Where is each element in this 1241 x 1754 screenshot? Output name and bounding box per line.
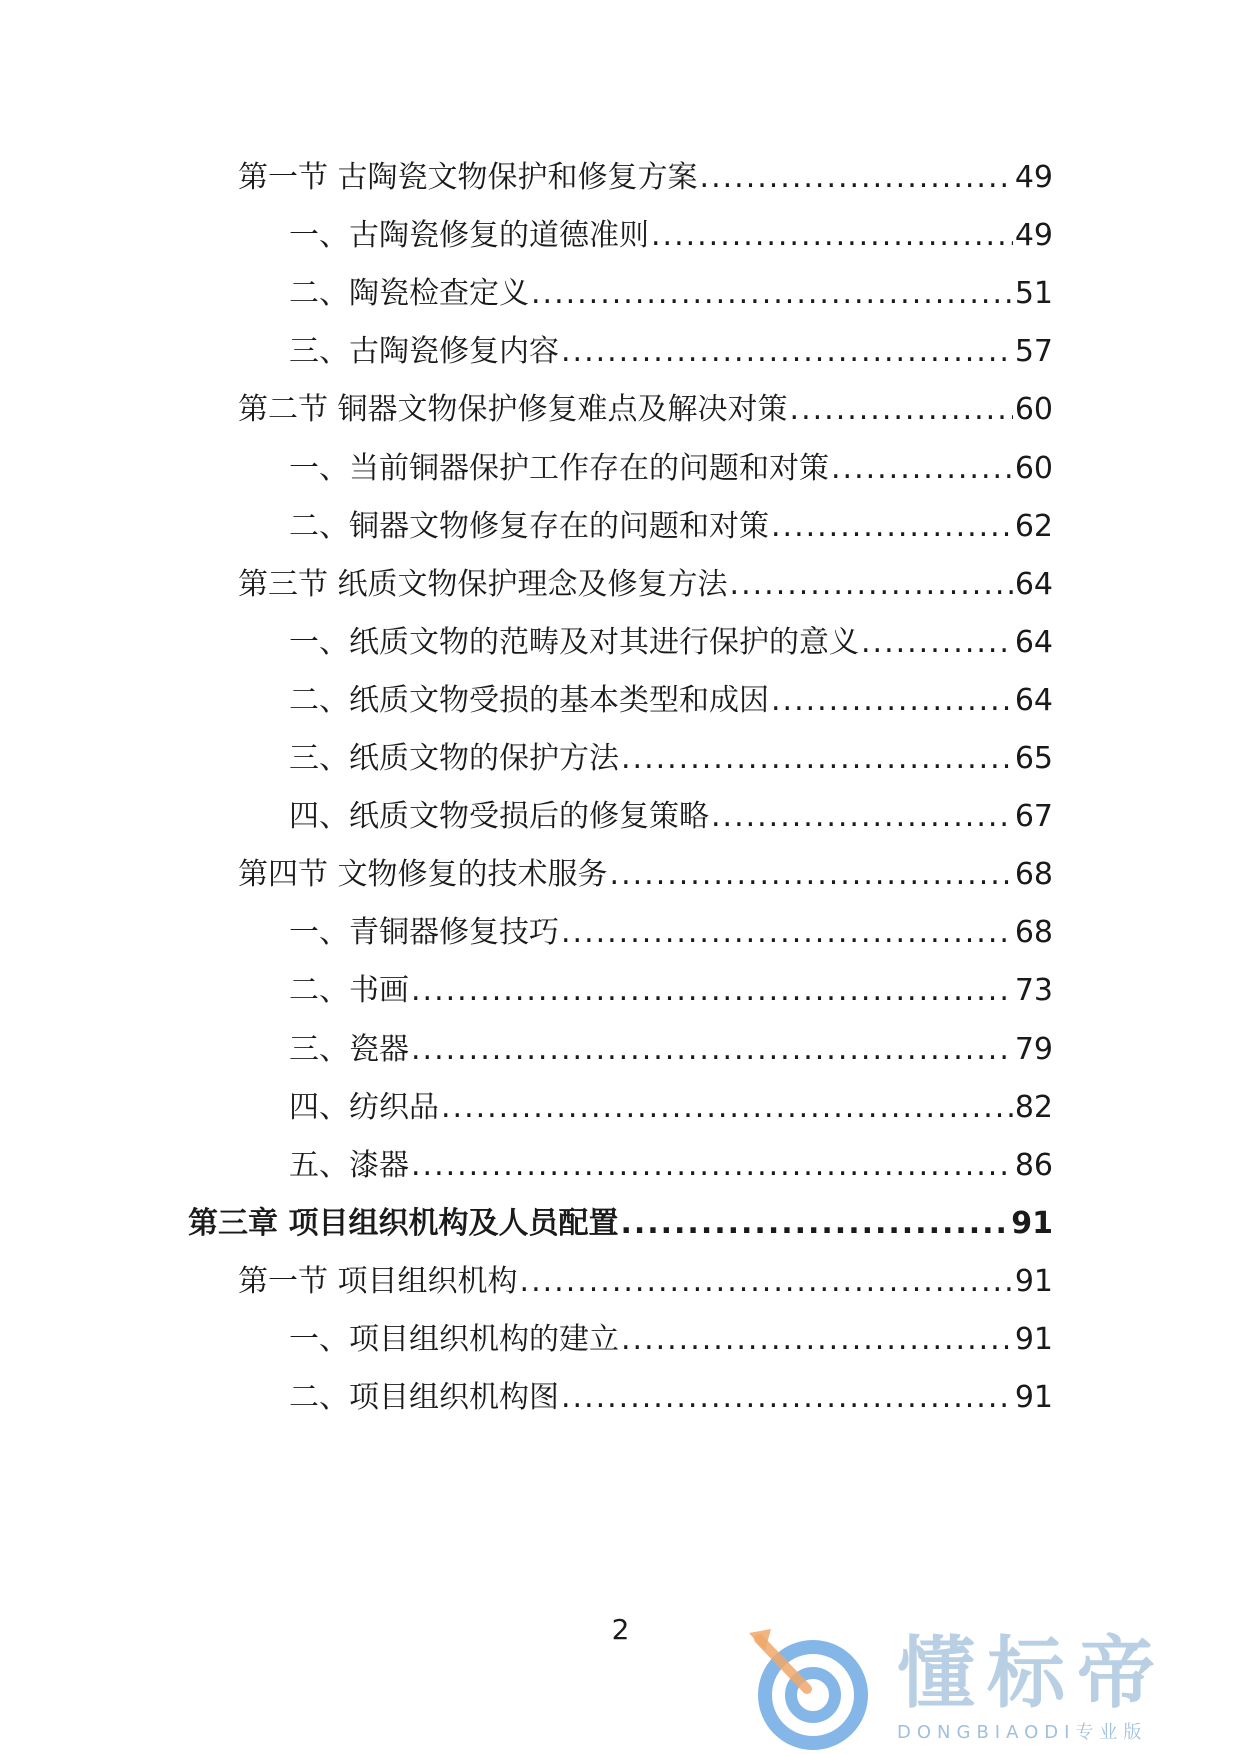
toc-entry-page: 62: [1014, 508, 1053, 544]
toc-entry-label: 二、项目组织机构图: [289, 1380, 559, 1416]
toc-entry-label: 三、纸质文物的保护方法: [289, 741, 619, 776]
toc-subsection-entry[interactable]: [289, 216, 1053, 256]
toc-entry-page: 64: [1014, 566, 1053, 602]
toc-entry-label: 一、项目组织机构的建立: [289, 1322, 619, 1357]
toc-entry-page: 68: [1014, 915, 1053, 951]
toc-subsection-entry[interactable]: [289, 507, 1053, 547]
toc-entry-page: 67: [1014, 799, 1053, 835]
toc-entry-page: 51: [1014, 276, 1053, 312]
toc-subsection-entry[interactable]: [289, 1378, 1053, 1418]
toc-entry-label: 第二节 铜器文物保护修复难点及解决对策: [238, 392, 788, 428]
toc-entry-page: 91: [1014, 1263, 1053, 1299]
toc-entry-label: 第一节 古陶瓷文物保护和修复方案: [238, 160, 698, 195]
toc-subsection-entry[interactable]: [289, 274, 1053, 314]
toc-leader-dots: [561, 913, 1013, 953]
toc-leader-dots: [831, 449, 1013, 489]
toc-leader-dots: [651, 216, 1013, 256]
toc-entry-page: 91: [1014, 1322, 1053, 1357]
toc-entry-page: 60: [1014, 450, 1053, 486]
toc-entry-label: 四、纸质文物受损后的修复策略: [289, 799, 709, 835]
toc-entry-label: 一、青铜器修复技巧: [289, 915, 559, 951]
toc-entry-page: 79: [1014, 1031, 1053, 1067]
toc-entry-page: 57: [1014, 334, 1053, 370]
toc-entry-page: 65: [1014, 741, 1053, 776]
watermark-subtitle: DONGBIAODI专业版: [897, 1722, 1148, 1743]
toc-entry-label: 一、当前铜器保护工作存在的问题和对策: [289, 450, 829, 486]
toc-subsection-entry[interactable]: [289, 971, 1053, 1011]
toc-entry-label: 一、古陶瓷修复的道德准则: [289, 218, 649, 254]
toc-subsection-entry[interactable]: [289, 681, 1053, 721]
toc-entry-page: 86: [1014, 1147, 1053, 1183]
toc-entry-label: 四、纺织品: [289, 1089, 439, 1125]
toc-leader-dots: [730, 565, 1013, 605]
toc-leader-dots: [411, 1030, 1013, 1070]
toc-subsection-entry[interactable]: [289, 1146, 1053, 1186]
toc-subsection-entry[interactable]: [289, 1320, 1053, 1360]
toc-leader-dots: [610, 855, 1013, 895]
toc-subsection-entry[interactable]: [289, 797, 1053, 837]
toc-entry-label: 一、纸质文物的范畴及对其进行保护的意义: [289, 624, 859, 660]
toc-section-entry[interactable]: [238, 1262, 1053, 1302]
toc-entry-label: 二、铜器文物修复存在的问题和对策: [289, 508, 769, 544]
toc-subsection-entry[interactable]: [289, 739, 1053, 779]
toc-leader-dots: [411, 1146, 1013, 1186]
toc-entry-page: 73: [1014, 973, 1053, 1009]
toc-leader-dots: [561, 1378, 1013, 1418]
toc-leader-dots: [861, 623, 1013, 663]
toc-chapter-entry[interactable]: [188, 1204, 1053, 1244]
toc-section-entry[interactable]: [238, 855, 1053, 895]
toc-leader-dots: [561, 332, 1013, 372]
toc-entry-label: 第四节 文物修复的技术服务: [238, 857, 608, 893]
toc-subsection-entry[interactable]: [289, 1030, 1053, 1070]
toc-leader-dots: [441, 1088, 1013, 1128]
page-number: 2: [611, 1613, 630, 1646]
toc-entry-page: 91: [1014, 1380, 1053, 1416]
toc-entry-label: 三、瓷器: [289, 1031, 409, 1067]
target-logo-icon: [745, 1625, 895, 1750]
toc-leader-dots: [620, 1204, 1009, 1244]
toc-subsection-entry[interactable]: [289, 332, 1053, 372]
toc-leader-dots: [711, 797, 1013, 837]
toc-entry-label: 第三章 项目组织机构及人员配置: [188, 1205, 619, 1241]
toc-section-entry[interactable]: [238, 390, 1053, 430]
toc-leader-dots: [771, 681, 1013, 721]
toc-entry-page: 64: [1014, 682, 1053, 718]
toc-leader-dots: [621, 739, 1013, 779]
toc-subsection-entry[interactable]: [289, 449, 1053, 489]
toc-entry-page: 68: [1014, 857, 1053, 893]
toc-entry-label: 三、古陶瓷修复内容: [289, 334, 559, 370]
toc-section-entry[interactable]: [238, 158, 1053, 198]
toc-entry-label: 二、陶瓷检查定义: [289, 276, 529, 312]
toc-leader-dots: [531, 274, 1013, 314]
toc-leader-dots: [520, 1262, 1013, 1302]
toc-leader-dots: [411, 971, 1013, 1011]
watermark: [745, 1625, 1215, 1750]
watermark-brand: 懂标帝: [897, 1629, 1168, 1719]
toc-entry-label: 第一节 项目组织机构: [238, 1263, 518, 1299]
toc-leader-dots: [621, 1320, 1013, 1360]
toc-subsection-entry[interactable]: [289, 913, 1053, 953]
toc-leader-dots: [771, 507, 1013, 547]
toc-leader-dots: [790, 390, 1013, 430]
toc-entry-page: 60: [1014, 392, 1053, 428]
toc-entry-label: 二、书画: [289, 973, 409, 1009]
toc-subsection-entry[interactable]: [289, 1088, 1053, 1128]
toc-entry-page: 91: [1011, 1205, 1053, 1241]
toc-entry-page: 82: [1014, 1089, 1053, 1125]
toc-leader-dots: [700, 158, 1013, 198]
toc-entry-page: 49: [1014, 160, 1053, 195]
toc-entry-label: 第三节 纸质文物保护理念及修复方法: [238, 566, 728, 602]
toc-section-entry[interactable]: [238, 565, 1053, 605]
toc-entry-label: 二、纸质文物受损的基本类型和成因: [289, 682, 769, 718]
toc-subsection-entry[interactable]: [289, 623, 1053, 663]
toc-entry-label: 五、漆器: [289, 1147, 409, 1183]
toc-entry-page: 64: [1014, 624, 1053, 660]
toc-entry-page: 49: [1014, 218, 1053, 254]
